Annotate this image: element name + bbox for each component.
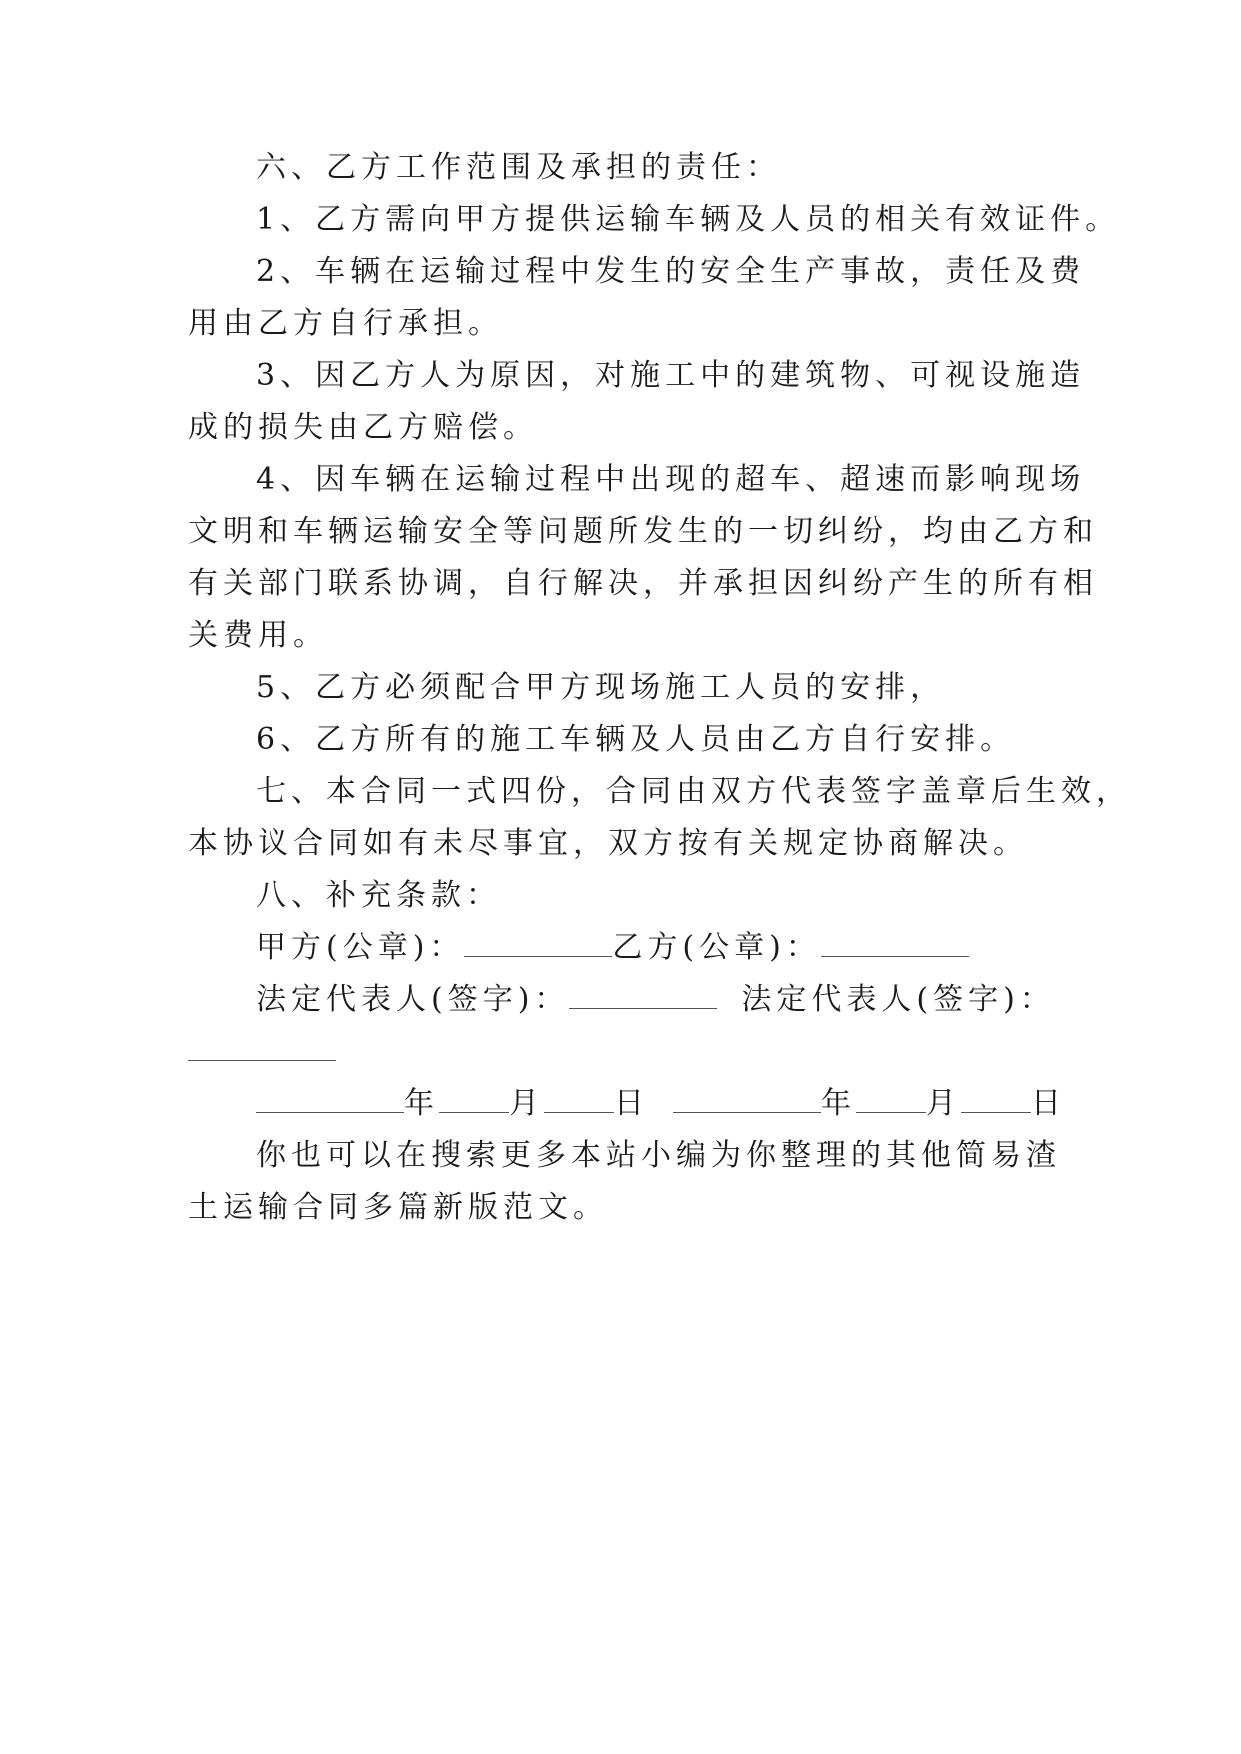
paragraph-line: 六、乙方工作范围及承担的责任： (256, 150, 781, 185)
paragraph-line: 6、乙方所有的施工车辆及人员由乙方自行安排。 (256, 722, 1016, 757)
month-a-label: 月 (509, 1086, 544, 1121)
paragraph-line: 七、本合同一式四份，合同由双方代表签字盖章后生效， (256, 774, 1131, 809)
paragraph-line: 文明和车辆运输安全等问题所发生的一切纠纷，均由乙方和 (188, 514, 1098, 549)
party-a-seal-label: 甲方(公章)： (256, 930, 465, 965)
paragraph-line: 有关部门联系协调，自行解决，并承担因纠纷产生的所有相 (188, 566, 1098, 601)
month-b-blank (856, 1090, 926, 1113)
year-a-blank (256, 1090, 404, 1113)
day-a-label: 日 (614, 1086, 649, 1121)
closing-line: 你也可以在搜索更多本站小编为你整理的其他简易渣 (256, 1138, 1061, 1173)
month-b-label: 月 (926, 1086, 961, 1121)
paragraph-line: 成的损失由乙方赔偿。 (188, 410, 538, 445)
paragraph-line: 3、因乙方人为原因，对施工中的建筑物、可视设施造 (256, 358, 1086, 393)
paragraph-line: 用由乙方自行承担。 (188, 306, 503, 341)
day-b-blank (961, 1090, 1031, 1113)
seal-line (0, 928, 1241, 968)
paragraph-line: 5、乙方必须配合甲方现场施工人员的安排， (256, 670, 946, 705)
day-b-label: 日 (1031, 1086, 1066, 1121)
closing-line: 土运输合同多篇新版范文。 (188, 1190, 608, 1225)
day-a-blank (544, 1090, 614, 1113)
rep-b-label: 法定代表人(签字)： (741, 982, 1055, 1017)
party-b-seal-label: 乙方(公章)： (612, 930, 821, 965)
rep-b-blank (188, 1038, 336, 1061)
year-b-label: 年 (821, 1086, 856, 1121)
rep-b-blank-line (0, 1032, 1241, 1072)
date-line (0, 1084, 1241, 1124)
paragraph-line: 1、乙方需向甲方提供运输车辆及人员的相关有效证件。 (256, 202, 1121, 237)
representative-line (0, 980, 1241, 1020)
month-a-blank (439, 1090, 509, 1113)
party-a-seal-blank (464, 934, 612, 957)
year-b-blank (673, 1090, 821, 1113)
paragraph-line: 4、因车辆在运输过程中出现的超车、超速而影响现场 (256, 462, 1086, 497)
year-a-label: 年 (404, 1086, 439, 1121)
party-b-seal-blank (821, 934, 969, 957)
rep-a-label: 法定代表人(签字)： (256, 982, 570, 1017)
paragraph-line: 八、补充条款： (256, 878, 501, 913)
paragraph-line: 本协议合同如有未尽事宜，双方按有关规定协商解决。 (188, 826, 1028, 861)
paragraph-line: 关费用。 (188, 618, 328, 653)
paragraph-line: 2、车辆在运输过程中发生的安全生产事故，责任及费 (256, 254, 1086, 289)
rep-a-blank (569, 986, 717, 1009)
